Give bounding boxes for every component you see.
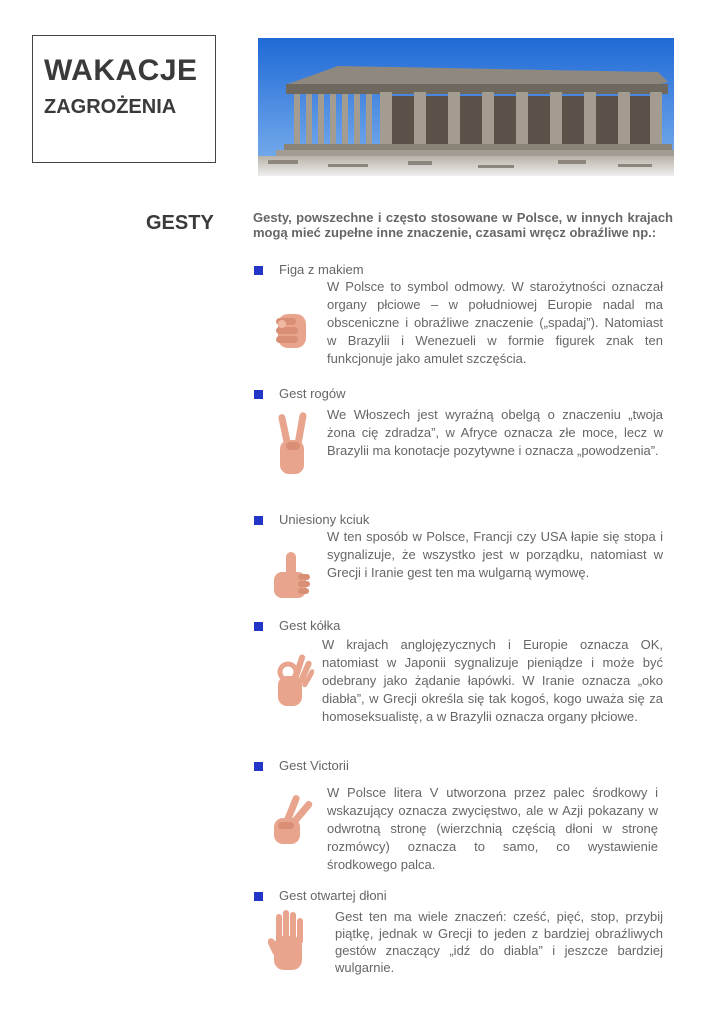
- horns-hand-icon: [272, 410, 312, 481]
- gesture-heading: [254, 888, 674, 906]
- fig-hand-icon: [272, 304, 312, 359]
- gesture-description: W ten sposób w Polsce, Francji czy USA łapie się stopa i sygnalizuje, że wszystko jest w porządku, natomiast w Grecji i Iranie gest ten ma wulgarną wymowę.: [327, 529, 663, 580]
- gesture-heading: [254, 386, 674, 404]
- bullet-icon: [254, 516, 263, 525]
- gesture-description: We Włoszech jest wyraźną obelgą o znaczeniu „twoja żona cię zdradza”, w Afryce oznacza złe moce, lecz w Brazylii ma konotacje pozytywne i oznacza „powodzenia”.: [327, 407, 663, 458]
- gesture-item: [254, 888, 674, 975]
- parthenon-photo: [258, 38, 674, 176]
- gesture-item: [254, 386, 674, 458]
- section-intro: Gesty, powszechne i często stosowane w Polsce, w innych krajach mogą mieć zupełne inne znaczenie, czasami wręcz obraźliwe np.:: [253, 210, 673, 240]
- gesture-description: Gest ten ma wiele znaczeń: cześć, pięć, stop, przybij piątkę, jednak w Grecji to jeden z bardziej obraźliwych gestów znaczący „idź do diabla” i jeszcze bardziej wulgarnie.: [335, 909, 663, 975]
- gesture-title: Gest otwartej dłoni: [279, 888, 387, 903]
- gesture-title: Figa z makiem: [279, 262, 364, 277]
- bullet-icon: [254, 892, 263, 901]
- page-subtitle: ZAGROŻENIA: [44, 96, 177, 118]
- bullet-icon: [254, 762, 263, 771]
- gesture-description: W krajach anglojęzycznych i Europie oznacza OK, natomiast w Japonii sygnalizuje pieniądze i może być odebrany jako żądanie łapówki. W Iranie oznacza „oko diabła”, w Grecji określa się tak kogoś, kogo uważa się za homoseksualistę, a w Brazylii oznacza organy płciowe.: [322, 637, 663, 724]
- gesture-item: [254, 758, 674, 872]
- gesture-description: W Polsce to symbol odmowy. W starożytności oznaczał organy płciowe – w południowej Europie nadal ma obsceniczne i obraźliwe znaczenie („spadaj”). Natomiast w Brazylii i Wenezueli w formie figurek znak ten funkcjonuje jako amulet szczęścia.: [327, 279, 663, 366]
- bullet-icon: [254, 622, 263, 631]
- bullet-icon: [254, 266, 263, 275]
- open-palm-icon: [268, 908, 310, 979]
- gesture-title: Gest Victorii: [279, 758, 349, 773]
- gesture-item: [254, 262, 674, 366]
- gesture-heading: [254, 758, 674, 776]
- gesture-title: Gest kółka: [279, 618, 341, 633]
- ok-hand-icon: [272, 652, 314, 713]
- gesture-item: [254, 618, 674, 724]
- title-box: [32, 35, 216, 163]
- gesture-title: Uniesiony kciuk: [279, 512, 370, 527]
- gesture-heading: [254, 618, 674, 636]
- gesture-title: Gest rogów: [279, 386, 346, 401]
- page-title: WAKACJE: [44, 54, 198, 87]
- gesture-item: [254, 512, 674, 580]
- thumbs-up-icon: [268, 550, 314, 607]
- gesture-description: W Polsce litera V utworzona przez palec środkowy i wskazujący oznacza zwycięstwo, ale w Azji pokazany w odwrotną stronę (wierzchnią częścią dłoni w stronę rozmówcy) oznacza to samo, co wystawienie środkowego palca.: [327, 785, 658, 872]
- victory-hand-icon: [270, 792, 316, 853]
- section-label: GESTY: [146, 212, 214, 234]
- bullet-icon: [254, 390, 263, 399]
